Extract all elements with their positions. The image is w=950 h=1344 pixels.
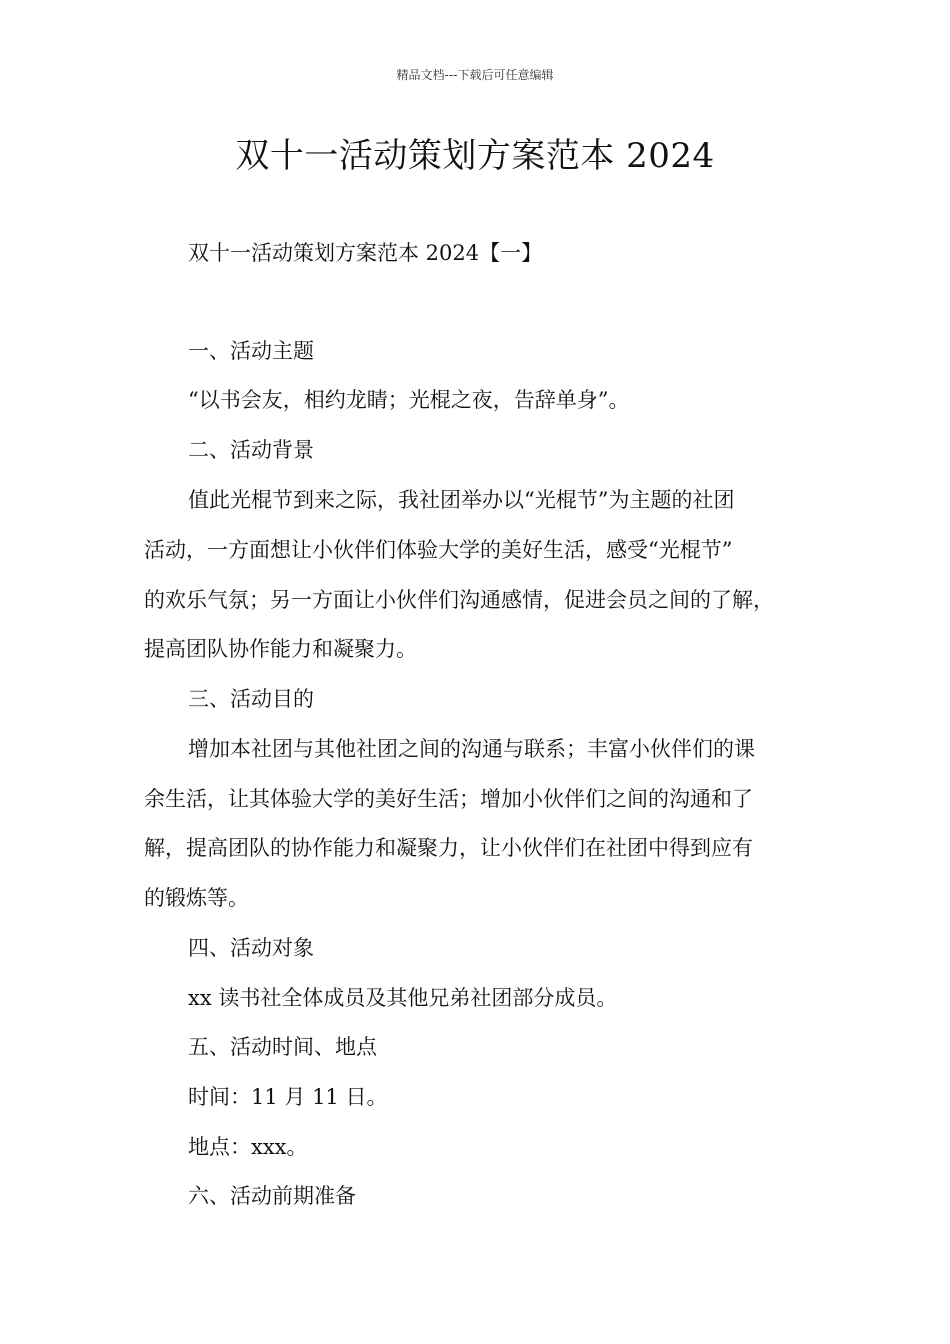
section-heading-time-place: 五、活动时间、地点 [188,1035,377,1059]
target-text: xx 读书社全体成员及其他兄弟社团部分成员。 [188,986,618,1010]
background-paragraph-line: 值此光棍节到来之际，我社团举办以“光棍节”为主题的社团 [188,488,735,512]
document-title: 双十一活动策划方案范本 2024 [235,136,715,176]
theme-text: “以书会友，相约龙睛；光棍之夜，告辞单身”。 [188,388,630,412]
purpose-paragraph-line: 余生活，让其体验大学的美好生活；增加小伙伴们之间的沟通和了 [144,787,753,811]
background-paragraph-line: 的欢乐气氛；另一方面让小伙伴们沟通感情，促进会员之间的了解， [144,588,774,612]
time-text: 时间：11 月 11 日。 [188,1085,388,1109]
purpose-paragraph-line: 增加本社团与其他社团之间的沟通与联系；丰富小伙伴们的课 [188,737,755,761]
background-paragraph-line: 活动，一方面想让小伙伴们体验大学的美好生活，感受“光棍节” [144,538,733,562]
purpose-paragraph-line: 解，提高团队的协作能力和凝聚力，让小伙伴们在社团中得到应有 [144,836,753,860]
header-note: 精品文档---下载后可任意编辑 [396,68,554,82]
background-paragraph-line: 提高团队协作能力和凝聚力。 [144,637,417,661]
document-subtitle: 双十一活动策划方案范本 2024【一】 [188,241,543,265]
place-text: 地点：xxx。 [188,1135,308,1159]
section-heading-preparation: 六、活动前期准备 [188,1184,356,1208]
section-heading-target: 四、活动对象 [188,936,314,960]
purpose-paragraph-line: 的锻炼等。 [144,886,249,910]
section-heading-theme: 一、活动主题 [188,339,314,363]
section-heading-purpose: 三、活动目的 [188,687,314,711]
section-heading-background: 二、活动背景 [188,438,314,462]
